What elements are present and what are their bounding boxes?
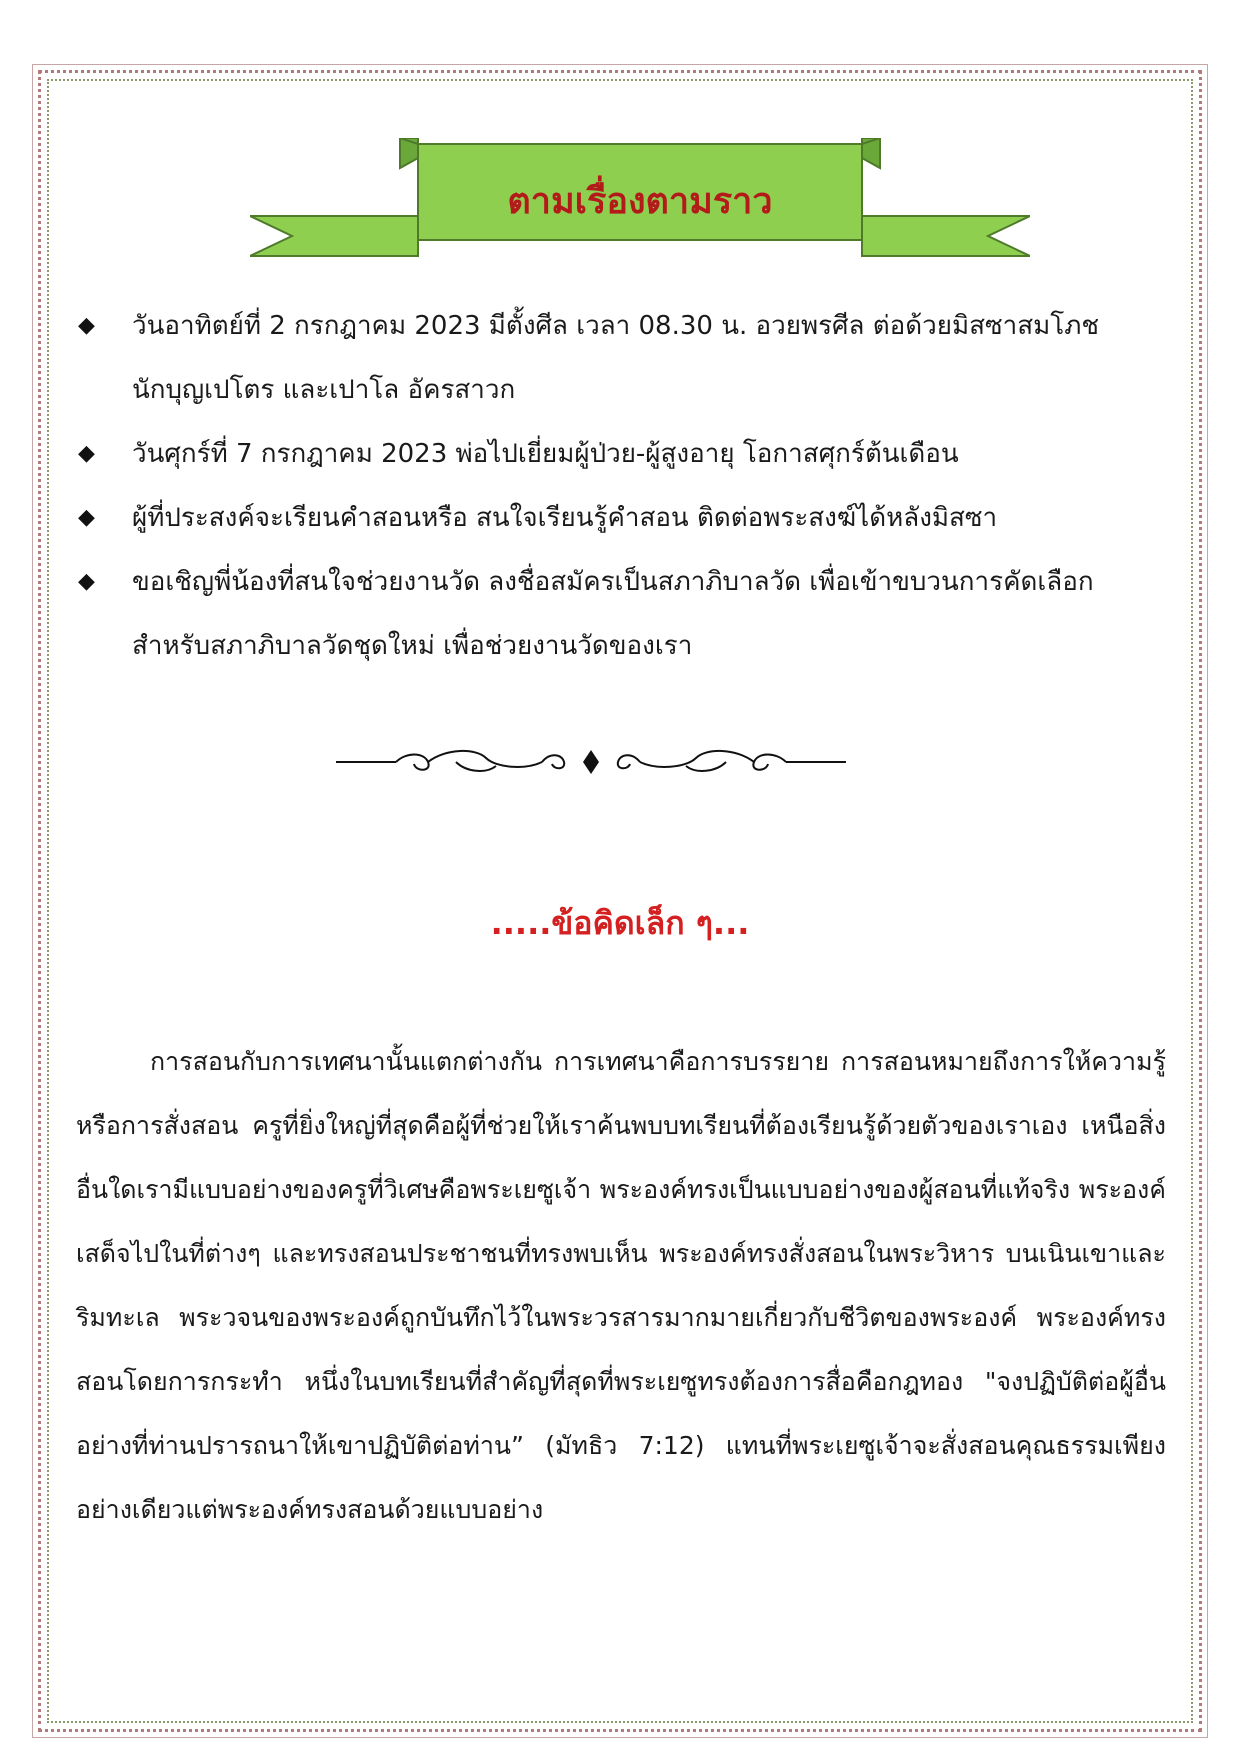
reflection-paragraph: การสอนกับการเทศนานั้นแตกต่างกัน การเทศนาคือการบรรยาย การสอนหมายถึงการให้ความรู้หรือการสั่งสอน ครูที่ยิ่งใหญ่ที่สุดคือผู้ที่ช่วยให้เราค้นพบบทเรียนที่ต้องเรียนรู้ด้วยตัวของเราเอง เหนือสิ่งอื่นใดเรามีแบบอย่างของครูที่วิเศษคือพระเยซูเจ้า พระองค์ทรงเป็นแบบอย่างของผู้สอนที่แท้จริง พระองค์เสด็จไปในที่ต่างๆ และทรงสอนประชาชนที่ทรงพบเห็น พระองค์ทรงสั่งสอนในพระวิหาร บนเนินเขาและริมทะเล พระวจนของพระองค์ถูกบันทึกไว้ในพระวรสารมากมายเกี่ยวกับชีวิตของพระองค์ พระองค์ทรงสอนโดยการกระทำ หนึ่งในบทเรียนที่สำคัญที่สุดที่พระเยซูทรงต้องการสื่อคือกฎทอง "จงปฏิบัติต่อผู้อื่น อย่างที่ท่านปรารถนาให้เขาปฏิบัติต่อท่าน” (มัทธิว 7:12) แทนที่พระเยซูเจ้าจะสั่งสอนคุณธรรมเพียงอย่างเดียวแต่พระองค์ทรงสอนด้วยแบบอย่าง (76, 1047, 1166, 1524)
announcement-text: วันศุกร์ที่ 7 กรกฎาคม 2023 พ่อไปเยี่ยมผู้ป่วย-ผู้สูงอายุ โอกาสศุกร์ต้นเดือน (132, 439, 959, 469)
announcement-text: ผู้ที่ประสงค์จะเรียนคำสอนหรือ สนใจเรียนรู้คำสอน ติดต่อพระสงฆ์ได้หลังมิสซา (132, 503, 998, 533)
ribbon-left-tail (250, 216, 418, 256)
reflection-heading: .....ข้อคิดเล็ก ๆ... (490, 904, 750, 942)
announcement-item (76, 550, 1166, 678)
banner-title: ตามเรื่องตามราว (507, 180, 773, 222)
announcement-text: ขอเชิญพี่น้องที่สนใจช่วยงานวัด ลงชื่อสมัครเป็นสภาภิบาลวัด เพื่อเข้าขบวนการคัดเลือก (132, 567, 1094, 597)
announcement-item (76, 294, 1166, 422)
announcement-text: วันอาทิตย์ที่ 2 กรกฎาคม 2023 มีตั้งศีล เวลา 08.30 น. อวยพรศีล ต่อด้วยมิสซาสมโภช (132, 311, 1099, 341)
diamond-bullet-icon: ◆ (78, 313, 95, 338)
diamond-bullet-icon: ◆ (78, 441, 95, 466)
announcement-item (76, 486, 1166, 550)
announcement-list (76, 294, 1166, 678)
announcement-item (76, 422, 1166, 486)
announcement-text-continued: นักบุญเปโตร และเปาโล อัครสาวก (132, 375, 516, 405)
diamond-bullet-icon: ◆ (78, 569, 95, 594)
ribbon-right-tail (862, 216, 1030, 256)
flourish-divider-icon (336, 740, 846, 784)
title-banner (250, 138, 1030, 262)
diamond-bullet-icon: ◆ (78, 505, 95, 530)
announcement-text-continued: สำหรับสภาภิบาลวัดชุดใหม่ เพื่อช่วยงานวัดของเรา (132, 631, 693, 661)
